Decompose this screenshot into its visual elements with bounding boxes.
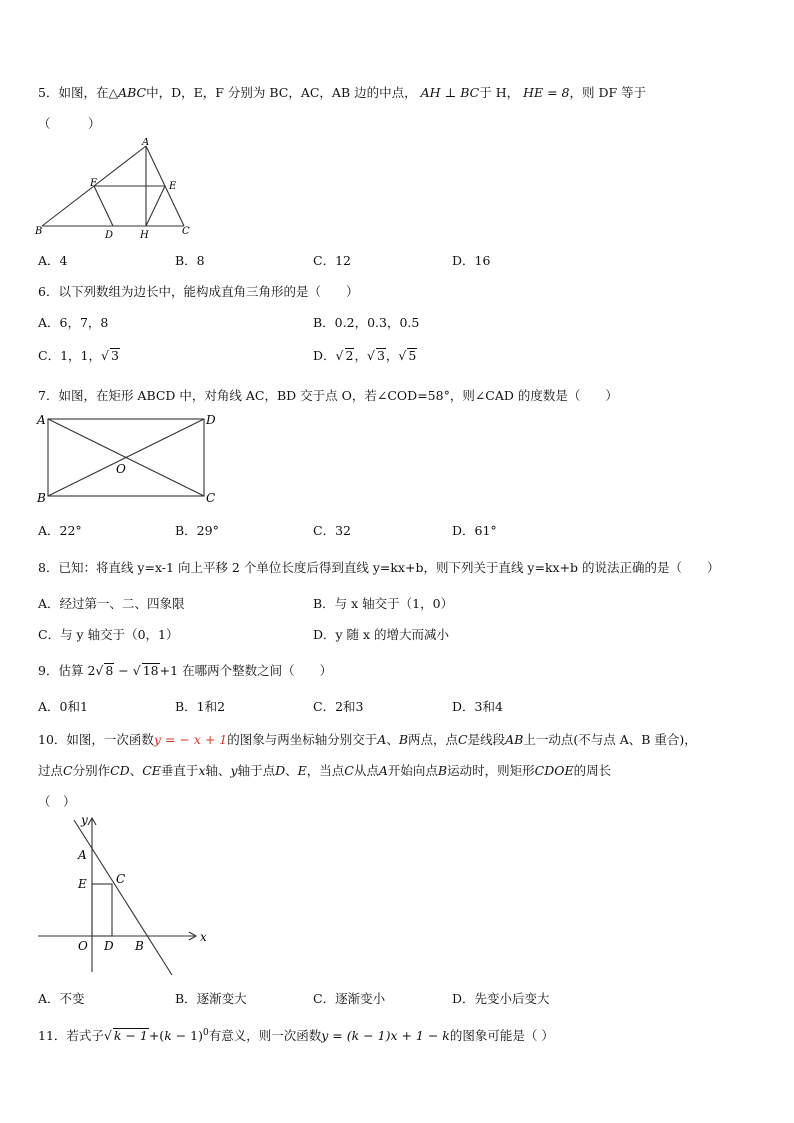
q6-option-c[interactable]: C．1，1，√ 3 <box>38 348 119 363</box>
q7-label-O: O <box>116 462 126 476</box>
q11-function: y = (k − 1)x + 1 − k <box>321 1028 450 1043</box>
q7-option-d[interactable]: D．61° <box>452 523 497 538</box>
q5-option-a[interactable]: A．4 <box>38 253 68 268</box>
q9-option-b[interactable]: B．1和2 <box>175 699 226 714</box>
q9-option-a[interactable]: A．0和1 <box>38 699 88 714</box>
q11-stem: 11．若式子√ $k - 1+(k - 1)^0$有意义，则一次函数y = (k − 1)x + 1 − k的图象可能是（ ） <box>38 1027 554 1043</box>
q10-figure <box>34 812 218 980</box>
q8-option-b[interactable]: B．与 x 轴交于（1，0） <box>313 596 454 611</box>
q10-option-a[interactable]: A．不变 <box>38 991 85 1006</box>
q5-stem: 5．如图，在△ABC中，D，E，F 分别为 BC，AC，AB 边的中点， AH ⊥ BC于 H， HE = 8，则 DF 等于 <box>38 85 647 100</box>
q7-option-b[interactable]: B．29° <box>175 523 219 538</box>
q7-label-C: C <box>206 491 216 505</box>
sqrt-sign-icon: √ <box>366 348 375 363</box>
q10-option-d[interactable]: D．先变小后变大 <box>452 991 550 1006</box>
q9-stem: 9．估算 2√ 8 − √ 18+1 在哪两个整数之间（ ） <box>38 663 333 678</box>
q7-label-D: D <box>206 413 216 427</box>
q9-option-c[interactable]: C．2和3 <box>313 699 364 714</box>
q10-option-b[interactable]: B．逐渐变大 <box>175 991 247 1006</box>
q5-option-c[interactable]: C．12 <box>313 253 351 268</box>
q5-label-D: D <box>105 230 114 240</box>
q8-option-d[interactable]: D．y 随 x 的增大而减小 <box>313 627 450 642</box>
q6-option-a[interactable]: A．6，7，8 <box>38 315 109 330</box>
sqrt-sign-icon: √ <box>335 348 344 363</box>
q9-option-d[interactable]: D．3和4 <box>452 699 503 714</box>
q5-label-H: H <box>140 230 149 240</box>
q5-label-C: C <box>182 226 190 237</box>
q10-stem-line1: 10．如图，一次函数y = − x + 1的图象与两坐标轴分别交于A、B两点，点C是线段AB上一动点(不与点 A、B 重合)， <box>38 732 697 747</box>
q9-expression: 2√ 8 − √ 18+1 <box>87 663 179 678</box>
q5-option-b[interactable]: B．8 <box>175 253 205 268</box>
q7-option-c[interactable]: C．32 <box>313 523 351 538</box>
q7-label-A: A <box>37 413 46 427</box>
q7-stem: 7．如图，在矩形 ABCD 中，对角线 AC，BD 交于点 O，若∠COD=58°，则∠CAD 的度数是（ ） <box>38 388 618 403</box>
q10-label-x: x <box>200 930 207 944</box>
sqrt-sign-icon: √ <box>398 348 407 363</box>
q10-label-E: E <box>78 877 87 891</box>
q10-stem-line2: 过点C分别作CD、CE垂直于x轴、y轴于点D、E，当点C从点A开始向点B运动时，则矩形CDOE的周长 <box>38 763 612 778</box>
q7-label-B: B <box>37 491 46 505</box>
q5-option-d[interactable]: D．16 <box>452 253 491 268</box>
q10-answer-paren: （ ） <box>38 794 76 809</box>
q10-label-O: O <box>78 939 88 953</box>
q10-label-D: D <box>104 939 114 953</box>
q8-option-c[interactable]: C．与 y 轴交于（0，1） <box>38 627 179 642</box>
q10-label-A: A <box>78 848 87 862</box>
sqrt-sign-icon: √ <box>132 663 141 678</box>
q10-option-c[interactable]: C．逐渐变小 <box>313 991 386 1006</box>
sqrt-sign-icon: √ <box>100 348 109 363</box>
q5-figure <box>34 138 194 240</box>
q10-label-C: C <box>116 872 126 886</box>
q5-label-E: E <box>169 181 177 192</box>
q5-label-F: F <box>90 178 97 189</box>
q10-label-y: y <box>81 813 88 827</box>
q5-label-B: B <box>35 226 43 237</box>
q7-figure <box>34 410 224 506</box>
q6-option-d[interactable]: D．√ 2，√ 3，√ 5 <box>313 348 417 363</box>
q10-function: y = − x + 1 <box>153 732 228 747</box>
q5-answer-paren: （ ） <box>38 116 101 131</box>
q6-option-b[interactable]: B．0.2，0.3，0.5 <box>313 315 420 330</box>
sqrt-sign-icon: √ <box>103 1028 112 1043</box>
q5-label-A: A <box>142 138 150 148</box>
q7-option-a[interactable]: A．22° <box>38 523 82 538</box>
q10-label-B: B <box>135 939 144 953</box>
q8-option-a[interactable]: A．经过第一、二、四象限 <box>38 596 185 611</box>
q6-stem: 6．以下列数组为边长中，能构成直角三角形的是（ ） <box>38 284 359 299</box>
q8-stem: 8．已知：将直线 y=x-1 向上平移 2 个单位长度后得到直线 y=kx+b，则下列关于直线 y=kx+b 的说法正确的是（ ） <box>38 560 720 575</box>
sqrt-sign-icon: √ <box>95 663 104 678</box>
